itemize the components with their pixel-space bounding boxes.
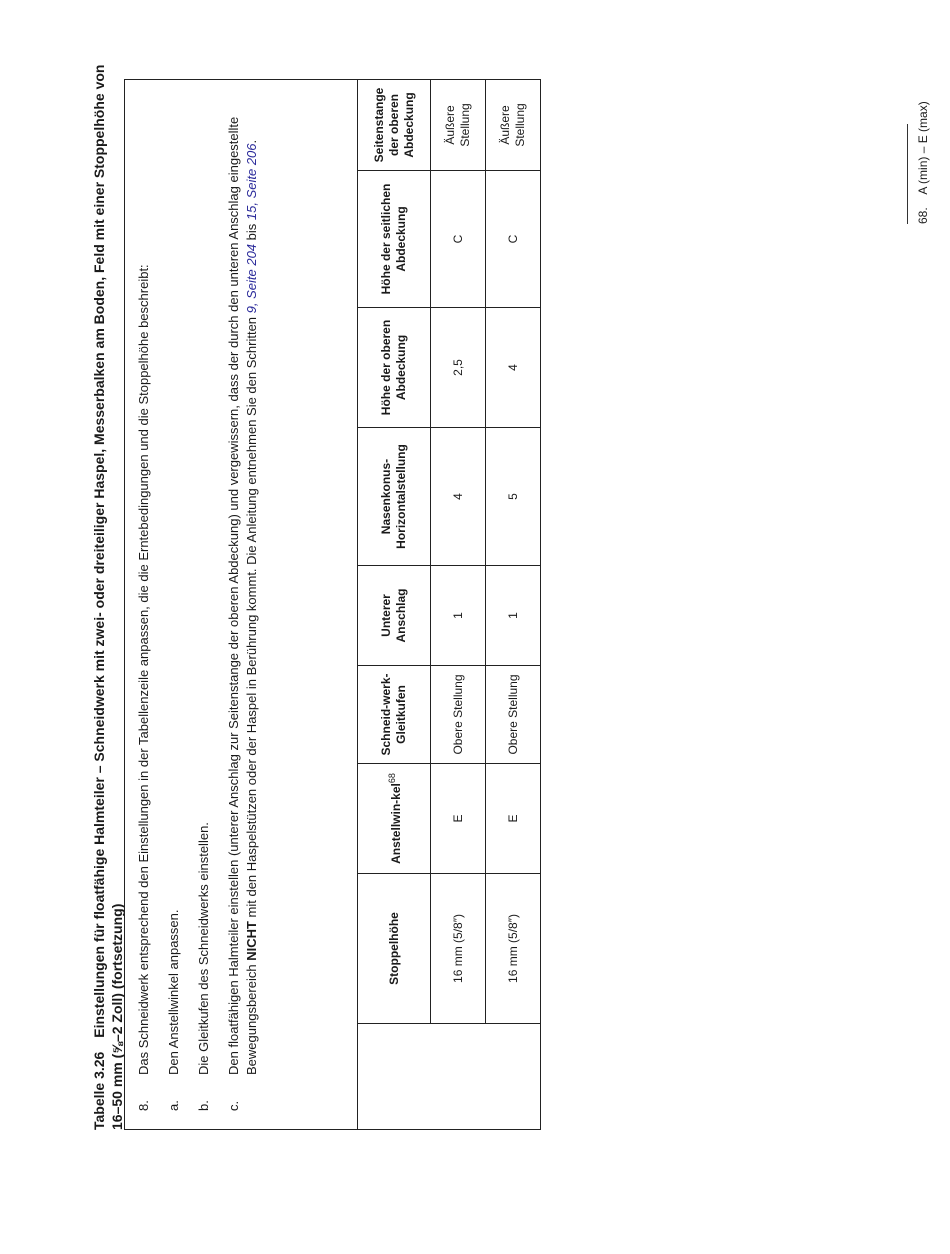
header-anstellwinkel-text: Anstellwin-kel [388, 783, 403, 864]
header-hoehe-seite: Höhe der seitlichen Abdeckung [358, 171, 431, 308]
substep-text: Die Gleitkufen des Schneidwerks einstellen. [196, 822, 211, 1075]
substep-text: Den Anstellwinkel anpassen. [166, 909, 181, 1075]
substep-a [165, 92, 183, 1111]
cell-unterer-anschlag: 1 [486, 566, 541, 666]
step-text: Das Schneidwerk entsprechend den Einstellungen in der Tabellenzeile anpassen, die die Erntebedingungen und die Stoppelhöhe beschreibt: [136, 264, 151, 1075]
footnote [916, 101, 930, 224]
step-8 [135, 92, 153, 1111]
footnote-divider [907, 124, 908, 224]
caption-number: Tabelle 3.26 [91, 1051, 107, 1130]
cell-nasenkonus: 4 [431, 428, 486, 566]
cell-gleitkufen: Obere Stellung [486, 666, 541, 764]
substep-label: a. [166, 1100, 181, 1111]
footnote-number: 68. [916, 207, 930, 224]
substep-c-text-2: mit den Haspelstützen oder der Haspel in Berührung kommt. Die Anleitung entnehmen Sie den Schritten [244, 313, 259, 922]
substep-label: b. [196, 1100, 211, 1111]
instruction-cell [125, 79, 358, 1129]
table-row [431, 79, 486, 1129]
cell-hoehe-oben: 2,5 [431, 308, 486, 428]
substep-c [225, 92, 261, 1111]
header-gleitkufen: Schneid-werk-Gleitkufen [358, 666, 431, 764]
footnote-text: A (min) – E (max) [916, 101, 930, 195]
cell-seitenstange: Äußere Stellung [431, 79, 486, 170]
instruction-row [125, 79, 358, 1129]
cell-unterer-anschlag: 1 [431, 566, 486, 666]
cell-anstellwinkel: E [431, 764, 486, 874]
substep-c-text-3: bis [244, 220, 259, 244]
substep-text [225, 92, 261, 1075]
empty-corner-cell [358, 1024, 541, 1130]
cell-hoehe-seite: C [486, 171, 541, 308]
cell-gleitkufen: Obere Stellung [431, 666, 486, 764]
table-row [486, 79, 541, 1129]
footnote-ref: 68 [386, 773, 397, 784]
substep-label: c. [226, 1100, 241, 1111]
caption-title: Einstellungen für floatfähige Halmteiler – Schneidwerk mit zwei- oder dreiteiliger Haspel, Messerbalken am Boden, Feld mit einer Stoppelhöhe von 16–50 mm (⅝–2 Zoll) (fortsetzung) [91, 64, 125, 1130]
settings-table [124, 79, 541, 1130]
cell-nasenkonus: 5 [486, 428, 541, 566]
header-nasenkonus: Nasenkonus-Horizontalstellung [358, 428, 431, 566]
header-anstellwinkel [358, 764, 431, 874]
cell-anstellwinkel: E [486, 764, 541, 874]
cell-stoppelhoehe: 16 mm (5/8″) [486, 874, 541, 1024]
cell-stoppelhoehe: 16 mm (5/8″) [431, 874, 486, 1024]
cell-seitenstange: Äußere Stellung [486, 79, 541, 170]
table-caption [90, 50, 126, 1130]
header-unterer-anschlag: Unterer Anschlag [358, 566, 431, 666]
substep-b [195, 92, 213, 1111]
cell-hoehe-oben: 4 [486, 308, 541, 428]
header-seitenstange: Seitenstange der oberen Abdeckung [358, 79, 431, 170]
substep-c-text-4: . [244, 139, 259, 144]
substep-c-emphasis: NICHT [244, 921, 259, 961]
step-number: 8. [136, 1100, 151, 1111]
header-hoehe-oben: Höhe der oberen Abdeckung [358, 308, 431, 428]
header-row [358, 79, 431, 1129]
step-15-link[interactable]: 15, Seite 206 [244, 143, 259, 221]
header-stoppelhoehe: Stoppelhöhe [358, 874, 431, 1024]
cell-hoehe-seite: C [431, 171, 486, 308]
substep-c-text-1: Den floatfähigen Halmteiler einstellen (unterer Anschlag zur Seitenstange der oberen Abdeckung) und vergewissern, dass der durch den unteren Anschlag eingestellte Bewegungsbereich [226, 116, 259, 1075]
step-9-link[interactable]: 9, Seite 204 [244, 243, 259, 314]
